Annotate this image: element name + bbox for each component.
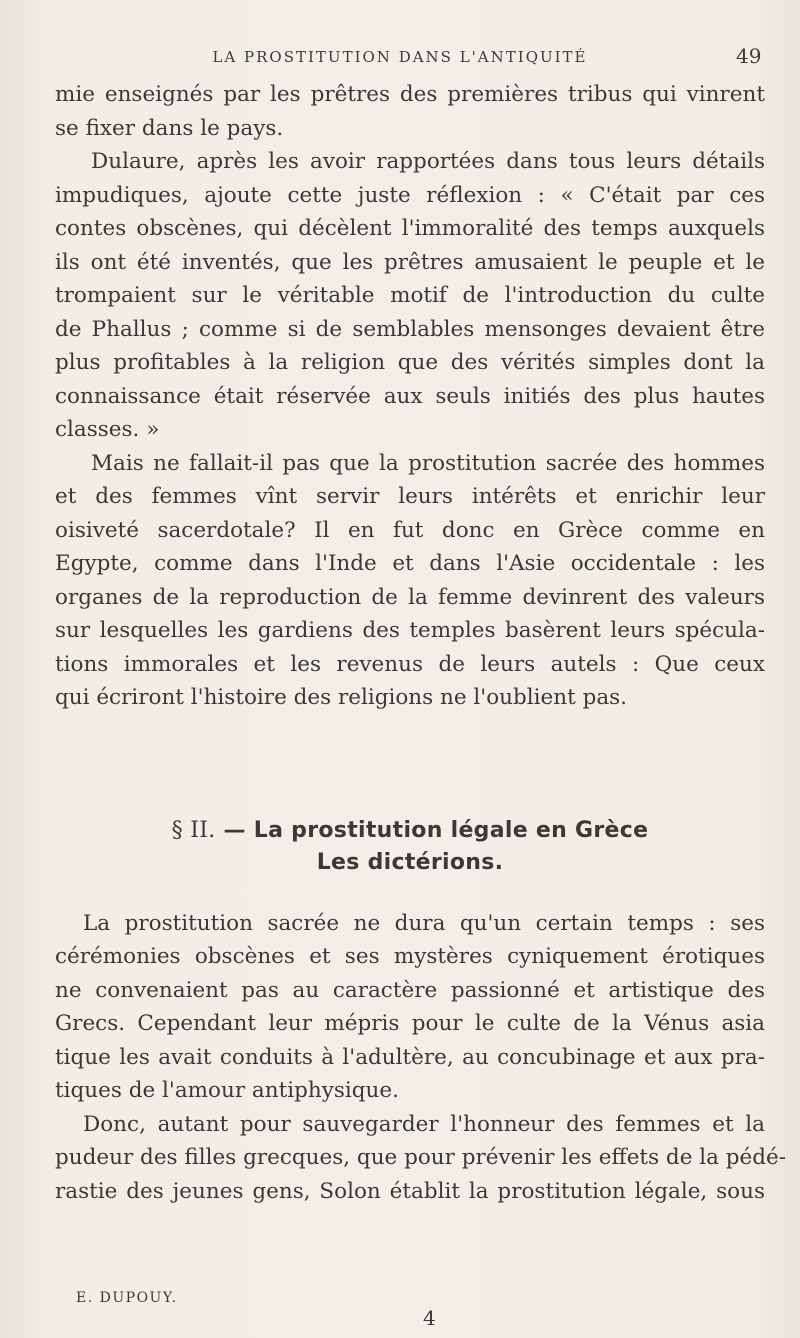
text-line: cérémonies obscènes et ses mystères cyniquement érotiques [55,944,765,969]
signature-number: 4 [423,1306,436,1330]
text-line: sur lesquelles les gardiens des temples basèrent leurs spécula- [55,618,765,643]
running-head: LA PROSTITUTION DANS L'ANTIQUITÉ [212,48,588,66]
text-line: tique les avait conduits à l'adultère, au concubinage et aux pra- [55,1044,765,1070]
text-line: plus profitables à la religion que des vérités simples dont la [55,350,765,375]
text-line: Mais ne fallait-il pas que la prostitution sacrée des hommes [91,450,765,476]
section-heading [55,815,765,847]
section-spacer [55,715,765,815]
text-line: contes obscènes, qui décèlent l'immoralité des temps auxquels [55,216,765,241]
signature-mark: E. DUPOUY. [76,1290,178,1306]
text-line: et des femmes vînt servir leurs intérêts et enrichir leur [55,484,765,509]
text-line: ne convenaient pas au caractère passionné et artistique des [55,977,765,1003]
text-line: de Phallus ; comme si de semblables mensonges devaient être [55,316,765,342]
text-line: Dulaure, après les avoir rapportées dans tous leurs détails [91,149,765,174]
text-line: tiques de l'amour antiphysique. [55,1078,399,1103]
section-number: § II. [171,817,216,843]
text-line: rastie des jeunes gens, Solon établit la prostitution légale, sous [55,1178,765,1204]
page-number: 49 [736,44,762,68]
text-line: La prostitution sacrée ne dura qu'un certain temps : ses [83,910,765,936]
text-line: impudiques, ajoute cette juste réflexion : « C'était par ces [55,182,765,208]
text-line: connaissance était réservée aux seuls initiés des plus hautes [55,383,765,409]
section-spacer [55,879,765,907]
text-line: trompaient sur le véritable motif de l'introduction du culte [55,283,765,308]
text-line: se fixer dans le pays. [55,115,284,141]
text-line: qui écriront l'histoire des religions ne l'oublient pas. [55,685,628,710]
text-line: Donc, autant pour sauvegarder l'honneur des femmes et la [83,1111,765,1137]
section-subtitle: Les dictérions. [316,849,504,875]
text-line: Egypte, comme dans l'Inde et dans l'Asie occidentale : les [55,551,765,576]
text-line: oisiveté sacerdotale? Il en fut donc en Grèce comme en [55,517,765,543]
text-line: ils ont été inventés, que les prêtres amusaient le peuple et le [55,249,765,275]
text-line: classes. » [55,417,160,442]
text-line: mie enseignés par les prêtres des premières tribus qui vinrent [55,82,765,107]
text-line: organes de la reproduction de la femme devinrent des valeurs [55,584,765,610]
text-line: Grecs. Cependant leur mépris pour le culte de la Vénus asia [55,1011,765,1036]
text-line: pudeur des filles grecques, que pour prévenir les effets de la pédé- [55,1145,787,1170]
section-title: — La prostitution légale en Grèce [223,817,649,843]
body-text [55,78,787,1208]
text-line: tions immorales et les revenus de leurs autels : Que ceux [55,651,765,677]
